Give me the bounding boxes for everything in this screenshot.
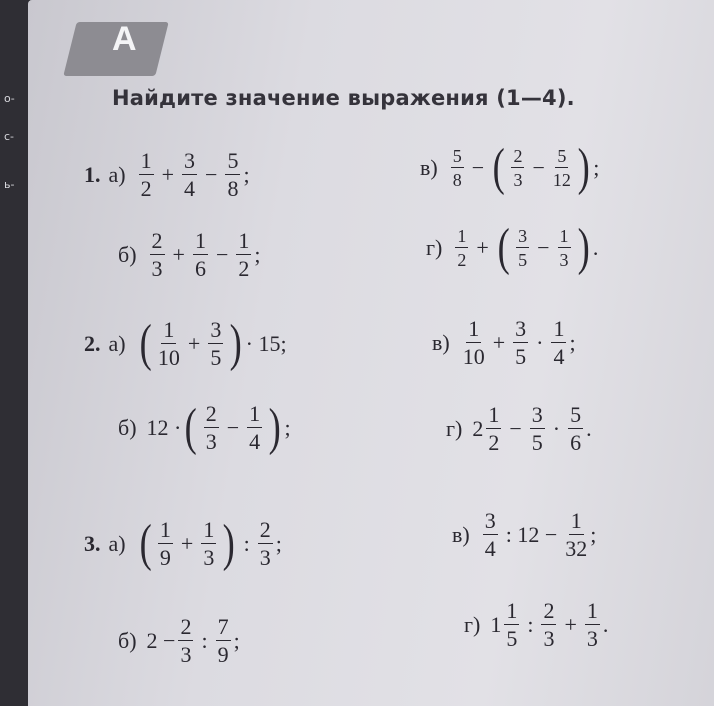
numerator: 2 bbox=[151, 228, 163, 253]
punctuation: ; bbox=[590, 522, 597, 547]
fraction bbox=[451, 147, 464, 189]
denominator: 3 bbox=[513, 170, 523, 190]
exercise-heading: Найдите значение выражения (1—4). bbox=[112, 86, 575, 110]
denominator: 3 bbox=[586, 626, 598, 651]
denominator: 12 bbox=[552, 170, 571, 190]
fraction bbox=[455, 227, 468, 269]
right-paren: ) bbox=[577, 219, 590, 276]
operator: + bbox=[180, 531, 194, 556]
numerator: 1 bbox=[249, 401, 261, 426]
problem-1b bbox=[118, 230, 261, 280]
operator: − bbox=[537, 235, 550, 260]
fraction bbox=[150, 230, 165, 280]
denominator: 2 bbox=[457, 250, 467, 270]
numerator: 2 bbox=[513, 146, 523, 166]
denominator: 3 bbox=[151, 256, 163, 281]
page-edge bbox=[0, 0, 30, 706]
problem-number: 2. bbox=[84, 331, 101, 356]
item-label: б) bbox=[118, 628, 137, 653]
denominator: 8 bbox=[227, 176, 239, 201]
denominator: 5 bbox=[210, 345, 222, 370]
fraction bbox=[158, 319, 180, 369]
numerator: 3 bbox=[210, 317, 222, 342]
problem-1c bbox=[420, 139, 600, 196]
fraction bbox=[541, 600, 556, 650]
denominator: 9 bbox=[217, 642, 229, 667]
numerator: 1 bbox=[488, 402, 500, 427]
fraction bbox=[558, 227, 571, 269]
denominator: 4 bbox=[553, 344, 565, 369]
denominator: 3 bbox=[559, 250, 569, 270]
numerator: 5 bbox=[452, 146, 462, 166]
numerator: 1 bbox=[570, 508, 582, 533]
denominator: 8 bbox=[452, 170, 462, 190]
denominator: 3 bbox=[203, 545, 215, 570]
numerator: 1 bbox=[553, 316, 565, 341]
item-label: г) bbox=[464, 612, 481, 637]
operator: + bbox=[172, 242, 185, 267]
operator: − bbox=[226, 415, 240, 440]
operator: : bbox=[243, 531, 250, 556]
right-paren: ) bbox=[229, 315, 243, 372]
fraction bbox=[511, 147, 524, 189]
denominator: 9 bbox=[159, 545, 171, 570]
fraction bbox=[178, 616, 193, 666]
denominator: 6 bbox=[570, 430, 582, 455]
denominator: 10 bbox=[462, 344, 485, 369]
operator: − bbox=[509, 416, 522, 441]
numerator: 1 bbox=[159, 517, 171, 542]
fraction bbox=[208, 319, 223, 369]
problem-3c bbox=[452, 510, 596, 560]
operator: − bbox=[532, 155, 545, 180]
denominator: 5 bbox=[515, 344, 527, 369]
operator: − bbox=[471, 155, 485, 180]
denominator: 3 bbox=[205, 429, 217, 454]
operator: : 12 − bbox=[505, 522, 558, 547]
edge-mark: о- bbox=[4, 92, 15, 105]
item-label: г) bbox=[426, 235, 443, 260]
denominator: 2 bbox=[488, 430, 500, 455]
item-label: в) bbox=[452, 522, 470, 547]
tail: · 15; bbox=[245, 331, 287, 356]
numerator: 2 bbox=[543, 598, 555, 623]
denominator: 4 bbox=[184, 176, 196, 201]
denominator: 5 bbox=[518, 250, 528, 270]
numerator: 1 bbox=[140, 148, 152, 173]
numerator: 2 bbox=[180, 614, 192, 639]
operator: − bbox=[205, 162, 218, 187]
numerator: 5 bbox=[557, 146, 567, 166]
numerator: 1 bbox=[194, 228, 206, 253]
problem-2c bbox=[432, 318, 576, 368]
fraction bbox=[258, 519, 273, 569]
denominator: 32 bbox=[565, 536, 588, 561]
problem-1a bbox=[84, 150, 250, 200]
operator: − bbox=[215, 242, 229, 267]
right-paren: ) bbox=[268, 399, 281, 456]
fraction bbox=[201, 519, 216, 569]
problem-number: 3. bbox=[84, 531, 101, 556]
numerator: 2 bbox=[259, 517, 271, 542]
problem-2b bbox=[118, 399, 291, 456]
numerator: 5 bbox=[570, 402, 582, 427]
fraction bbox=[516, 227, 529, 269]
problem-3b bbox=[118, 616, 240, 666]
denominator: 6 bbox=[194, 256, 206, 281]
fraction bbox=[551, 318, 566, 368]
item-label: г) bbox=[446, 416, 463, 441]
whole-part: 1 bbox=[490, 612, 502, 637]
fraction bbox=[530, 404, 545, 454]
punctuation: . bbox=[602, 612, 609, 637]
fraction bbox=[225, 150, 240, 200]
numerator: 3 bbox=[515, 316, 527, 341]
item-label: в) bbox=[420, 155, 438, 180]
item-label: б) bbox=[118, 242, 137, 267]
punctuation: ; bbox=[284, 415, 291, 440]
fraction bbox=[182, 150, 197, 200]
numerator: 1 bbox=[457, 226, 467, 246]
punctuation: ; bbox=[275, 531, 282, 556]
numerator: 3 bbox=[484, 508, 496, 533]
section-letter: А bbox=[112, 20, 137, 58]
denominator: 5 bbox=[531, 430, 543, 455]
fraction bbox=[236, 230, 251, 280]
problem-number: 1. bbox=[84, 162, 101, 187]
numerator: 2 bbox=[205, 401, 217, 426]
fraction bbox=[553, 147, 571, 189]
whole-part: 2 bbox=[472, 416, 484, 441]
operator: + bbox=[187, 331, 201, 356]
operator: + bbox=[161, 162, 175, 187]
numerator: 3 bbox=[184, 148, 196, 173]
fraction bbox=[139, 150, 154, 200]
denominator: 4 bbox=[249, 429, 261, 454]
fraction bbox=[568, 404, 583, 454]
fraction bbox=[158, 519, 173, 569]
punctuation: ; bbox=[243, 162, 250, 187]
item-label: а) bbox=[108, 331, 126, 356]
punctuation: ; bbox=[593, 155, 600, 180]
edge-mark: с- bbox=[4, 130, 15, 143]
denominator: 2 bbox=[238, 256, 250, 281]
fraction bbox=[513, 318, 528, 368]
operator: + bbox=[492, 330, 506, 355]
operator: : bbox=[201, 628, 208, 653]
fraction bbox=[204, 403, 219, 453]
punctuation: . bbox=[586, 416, 592, 441]
punctuation: ; bbox=[254, 242, 261, 267]
fraction bbox=[565, 510, 587, 560]
denominator: 10 bbox=[157, 345, 180, 370]
punctuation: ; bbox=[569, 330, 576, 355]
left-paren: ( bbox=[139, 315, 152, 372]
numerator: 5 bbox=[227, 148, 239, 173]
operator: + bbox=[564, 612, 577, 637]
left-paren: ( bbox=[492, 139, 505, 196]
denominator: 4 bbox=[484, 536, 496, 561]
denominator: 5 bbox=[506, 626, 518, 651]
problem-3a bbox=[84, 515, 282, 572]
numerator: 1 bbox=[203, 517, 215, 542]
numerator: 1 bbox=[238, 228, 250, 253]
numerator: 1 bbox=[506, 598, 518, 623]
numerator: 3 bbox=[518, 226, 528, 246]
fraction bbox=[216, 616, 231, 666]
fraction bbox=[585, 600, 600, 650]
numerator: 1 bbox=[163, 317, 175, 342]
problem-1d bbox=[426, 219, 599, 276]
lead: 12 · bbox=[146, 415, 182, 440]
right-paren: ) bbox=[577, 139, 590, 196]
fraction bbox=[463, 318, 485, 368]
fraction bbox=[247, 403, 262, 453]
item-label: а) bbox=[108, 162, 126, 187]
lead: 2 − bbox=[146, 628, 176, 653]
operator: · bbox=[536, 330, 544, 355]
fraction bbox=[193, 230, 208, 280]
operator: + bbox=[476, 235, 489, 260]
numerator: 3 bbox=[531, 402, 543, 427]
numerator: 1 bbox=[468, 316, 480, 341]
item-label: а) bbox=[108, 531, 126, 556]
punctuation: ; bbox=[233, 628, 240, 653]
left-paren: ( bbox=[184, 399, 198, 456]
fraction bbox=[486, 404, 501, 454]
fraction bbox=[504, 600, 519, 650]
left-paren: ( bbox=[497, 219, 510, 276]
item-label: в) bbox=[432, 330, 450, 355]
operator: · bbox=[552, 416, 561, 441]
numerator: 1 bbox=[586, 598, 598, 623]
right-paren: ) bbox=[222, 515, 236, 572]
operator: : bbox=[527, 612, 534, 637]
fraction bbox=[483, 510, 498, 560]
denominator: 3 bbox=[543, 626, 555, 651]
problem-2d bbox=[446, 404, 592, 454]
denominator: 2 bbox=[140, 176, 152, 201]
item-label: б) bbox=[118, 415, 137, 440]
edge-mark: ь- bbox=[4, 178, 15, 191]
numerator: 7 bbox=[217, 614, 229, 639]
denominator: 3 bbox=[180, 642, 192, 667]
left-paren: ( bbox=[139, 515, 152, 572]
problem-3d bbox=[464, 600, 608, 650]
denominator: 3 bbox=[259, 545, 271, 570]
punctuation: . bbox=[592, 235, 599, 260]
problem-2a bbox=[84, 315, 287, 372]
numerator: 1 bbox=[559, 226, 569, 246]
